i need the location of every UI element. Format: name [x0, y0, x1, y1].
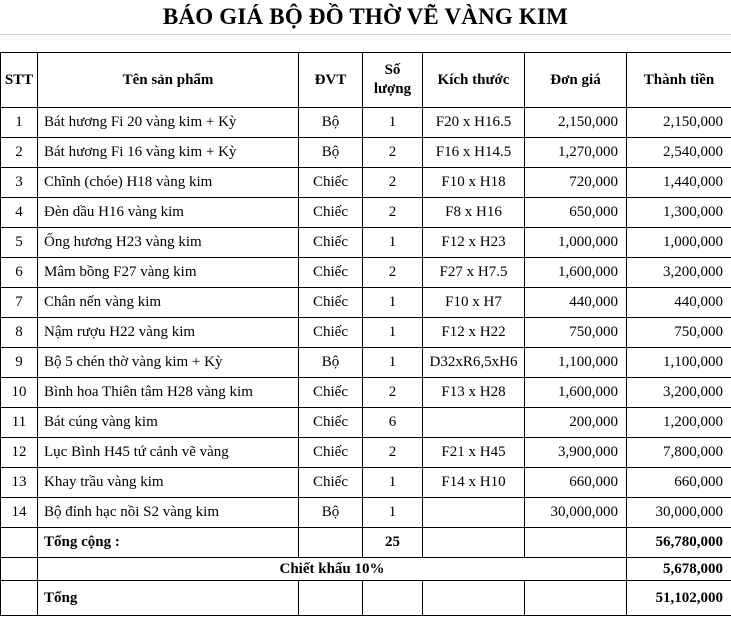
table-row — [1, 468, 731, 498]
total-size-cell — [423, 528, 525, 558]
row-unit: Chiếc — [299, 378, 363, 408]
row-size: F8 x H16 — [423, 198, 525, 228]
row-product-name: Ống hương H23 vàng kim — [38, 228, 299, 258]
row-product-name: Lục Bình H45 tứ cảnh vẽ vàng — [38, 438, 299, 468]
row-amount: 2,540,000 — [627, 138, 731, 168]
row-amount: 1,440,000 — [627, 168, 731, 198]
row-unit-price: 30,000,000 — [525, 498, 627, 528]
row-size — [423, 498, 525, 528]
row-stt: 11 — [1, 408, 38, 438]
row-unit-price: 750,000 — [525, 318, 627, 348]
row-unit: Chiếc — [299, 438, 363, 468]
total-unit-cell — [299, 528, 363, 558]
row-product-name: Bát cúng vàng kim — [38, 408, 299, 438]
row-stt: 4 — [1, 198, 38, 228]
row-stt: 1 — [1, 108, 38, 138]
table-row — [1, 438, 731, 468]
row-stt: 6 — [1, 258, 38, 288]
header-price: Đơn giá — [525, 53, 627, 108]
row-unit: Chiếc — [299, 468, 363, 498]
row-qty: 2 — [363, 168, 423, 198]
header-unit: ĐVT — [299, 53, 363, 108]
product-rows — [1, 108, 731, 528]
row-qty: 2 — [363, 198, 423, 228]
row-stt: 13 — [1, 468, 38, 498]
row-qty: 1 — [363, 288, 423, 318]
final-amount: 51,102,000 — [627, 581, 731, 616]
row-product-name: Bình hoa Thiên tâm H28 vàng kim — [38, 378, 299, 408]
row-qty: 6 — [363, 408, 423, 438]
total-qty: 25 — [363, 528, 423, 558]
row-product-name: Khay trầu vàng kim — [38, 468, 299, 498]
row-unit: Bộ — [299, 138, 363, 168]
discount-stt-cell — [1, 558, 38, 581]
row-size: F16 x H14.5 — [423, 138, 525, 168]
row-unit: Bộ — [299, 498, 363, 528]
row-qty: 2 — [363, 438, 423, 468]
row-unit: Chiếc — [299, 198, 363, 228]
row-stt: 9 — [1, 348, 38, 378]
row-unit-price: 200,000 — [525, 408, 627, 438]
row-unit-price: 660,000 — [525, 468, 627, 498]
row-qty: 1 — [363, 468, 423, 498]
row-product-name: Bát hương Fi 16 vàng kim + Kỳ — [38, 138, 299, 168]
row-amount: 660,000 — [627, 468, 731, 498]
total-amount: 56,780,000 — [627, 528, 731, 558]
row-unit: Chiếc — [299, 168, 363, 198]
row-size: F13 x H28 — [423, 378, 525, 408]
row-size: F10 x H18 — [423, 168, 525, 198]
row-product-name: Mâm bồng F27 vàng kim — [38, 258, 299, 288]
row-stt: 2 — [1, 138, 38, 168]
row-qty: 1 — [363, 228, 423, 258]
row-product-name: Bộ 5 chén thờ vàng kim + Kỳ — [38, 348, 299, 378]
row-stt: 3 — [1, 168, 38, 198]
row-qty: 1 — [363, 498, 423, 528]
row-amount: 7,800,000 — [627, 438, 731, 468]
row-unit: Chiếc — [299, 258, 363, 288]
row-size: F10 x H7 — [423, 288, 525, 318]
row-unit: Chiếc — [299, 408, 363, 438]
row-unit-price: 1,100,000 — [525, 348, 627, 378]
quote-table — [0, 52, 731, 616]
row-product-name: Nậm rượu H22 vàng kim — [38, 318, 299, 348]
row-unit-price: 3,900,000 — [525, 438, 627, 468]
row-product-name: Chân nến vàng kim — [38, 288, 299, 318]
row-unit-price: 2,150,000 — [525, 108, 627, 138]
row-unit: Chiếc — [299, 318, 363, 348]
row-product-name: Bộ đỉnh hạc nồi S2 vàng kim — [38, 498, 299, 528]
header-qty-line2: lượng — [373, 81, 412, 97]
row-size: F14 x H10 — [423, 468, 525, 498]
row-unit-price: 440,000 — [525, 288, 627, 318]
table-row — [1, 108, 731, 138]
row-stt: 12 — [1, 438, 38, 468]
total-stt-cell — [1, 528, 38, 558]
header-amount: Thành tiền — [627, 53, 731, 108]
header-qty-line1: Số — [384, 62, 401, 78]
table-row — [1, 138, 731, 168]
table-row — [1, 348, 731, 378]
row-amount: 3,200,000 — [627, 258, 731, 288]
header-stt: STT — [1, 53, 38, 108]
row-stt: 5 — [1, 228, 38, 258]
table-row — [1, 378, 731, 408]
header-row — [1, 53, 731, 108]
row-unit: Chiếc — [299, 288, 363, 318]
row-unit-price: 1,600,000 — [525, 258, 627, 288]
table-row — [1, 258, 731, 288]
row-size — [423, 408, 525, 438]
header-qty — [363, 53, 423, 108]
row-size: F12 x H22 — [423, 318, 525, 348]
row-stt: 8 — [1, 318, 38, 348]
row-qty: 1 — [363, 348, 423, 378]
total-price-cell — [525, 528, 627, 558]
row-amount: 3,200,000 — [627, 378, 731, 408]
table-row — [1, 168, 731, 198]
row-amount: 2,150,000 — [627, 108, 731, 138]
final-stt-cell — [1, 581, 38, 616]
row-product-name: Chĩnh (chóe) H18 vàng kim — [38, 168, 299, 198]
row-amount: 30,000,000 — [627, 498, 731, 528]
row-size: D32xR6,5xH6 — [423, 348, 525, 378]
total-label: Tổng cộng : — [38, 528, 299, 558]
row-amount: 440,000 — [627, 288, 731, 318]
row-qty: 1 — [363, 108, 423, 138]
table-row — [1, 408, 731, 438]
final-unit-cell — [299, 581, 363, 616]
final-price-cell — [525, 581, 627, 616]
table-row — [1, 228, 731, 258]
row-stt: 7 — [1, 288, 38, 318]
row-amount: 1,000,000 — [627, 228, 731, 258]
empty-spacer-row — [0, 34, 731, 52]
row-unit-price: 650,000 — [525, 198, 627, 228]
row-qty: 2 — [363, 258, 423, 288]
table-row — [1, 498, 731, 528]
row-unit: Bộ — [299, 108, 363, 138]
row-amount: 1,200,000 — [627, 408, 731, 438]
row-stt: 10 — [1, 378, 38, 408]
sheet-title: BÁO GIÁ BỘ ĐỒ THỜ VẼ VÀNG KIM — [162, 4, 569, 29]
final-size-cell — [423, 581, 525, 616]
table-row — [1, 318, 731, 348]
table-row — [1, 288, 731, 318]
header-size: Kích thước — [423, 53, 525, 108]
table-row — [1, 198, 731, 228]
row-size: F27 x H7.5 — [423, 258, 525, 288]
row-amount: 750,000 — [627, 318, 731, 348]
row-amount: 1,300,000 — [627, 198, 731, 228]
row-unit-price: 720,000 — [525, 168, 627, 198]
final-row — [1, 581, 731, 616]
discount-amount: 5,678,000 — [627, 558, 731, 581]
row-product-name: Đèn dầu H16 vàng kim — [38, 198, 299, 228]
row-qty: 1 — [363, 318, 423, 348]
row-qty: 2 — [363, 378, 423, 408]
row-unit-price: 1,270,000 — [525, 138, 627, 168]
row-size: F20 x H16.5 — [423, 108, 525, 138]
row-stt: 14 — [1, 498, 38, 528]
row-unit-price: 1,000,000 — [525, 228, 627, 258]
row-size: F12 x H23 — [423, 228, 525, 258]
row-unit: Bộ — [299, 348, 363, 378]
final-qty-cell — [363, 581, 423, 616]
total-row — [1, 528, 731, 558]
discount-row — [1, 558, 731, 581]
header-name: Tên sản phẩm — [38, 53, 299, 108]
discount-label: Chiết khấu 10% — [38, 558, 627, 581]
row-unit: Chiếc — [299, 228, 363, 258]
final-label: Tổng — [38, 581, 299, 616]
row-qty: 2 — [363, 138, 423, 168]
row-product-name: Bát hương Fi 20 vàng kim + Kỳ — [38, 108, 299, 138]
row-amount: 1,100,000 — [627, 348, 731, 378]
row-unit-price: 1,600,000 — [525, 378, 627, 408]
row-size: F21 x H45 — [423, 438, 525, 468]
